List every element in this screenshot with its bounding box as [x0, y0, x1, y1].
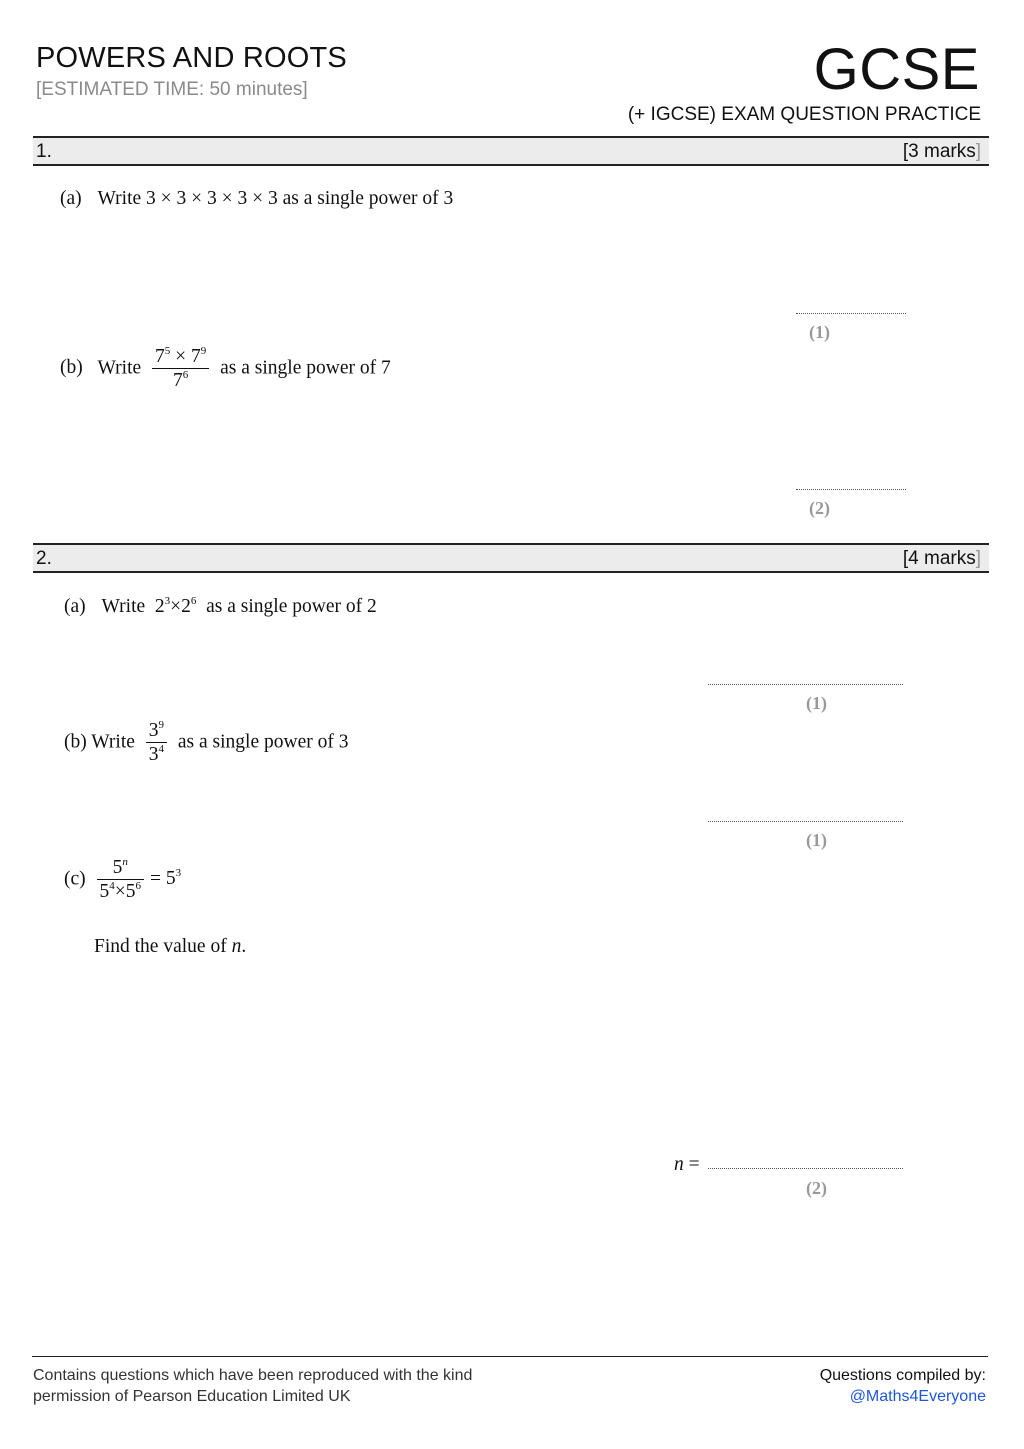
part-instruction-tail: as a single power of 7	[220, 357, 391, 379]
question-1b	[60, 345, 391, 393]
part-instruction: Write	[101, 596, 146, 617]
question-2-header	[33, 543, 989, 573]
part-label: (c)	[64, 868, 86, 890]
part-label: (b)	[64, 731, 87, 753]
footer-copyright: Contains questions which have been reproduced with the kind permission of Pearson Education Limited UK	[33, 1367, 473, 1405]
fraction	[97, 856, 145, 904]
fraction-numerator: $3^9$	[146, 719, 167, 743]
question-2a	[64, 596, 377, 618]
estimated-time: [ESTIMATED TIME: 50 minutes]	[36, 79, 308, 100]
page-title: POWERS AND ROOTS	[36, 42, 347, 74]
part-instruction-tail: as a single power of 2	[206, 596, 377, 617]
variable-n: n	[231, 936, 242, 957]
answer-prefix: n =	[674, 1154, 700, 1175]
part-label: (b)	[60, 357, 83, 379]
mark-allocation: (1)	[809, 322, 830, 342]
author-handle-link[interactable]: @Maths4Everyone	[849, 1388, 986, 1405]
part-instruction: Write	[97, 188, 142, 209]
footer-credits	[820, 1365, 986, 1407]
question-marks	[903, 548, 981, 570]
question-2c	[64, 856, 181, 904]
page-subtitle: (+ IGCSE) EXAM QUESTION PRACTICE	[627, 104, 981, 125]
answer-line[interactable]	[708, 684, 903, 685]
question-1a	[60, 188, 453, 210]
footer-divider	[32, 1356, 988, 1357]
fraction	[146, 719, 167, 767]
fraction-numerator: $7^5 \times 7^9$	[152, 345, 209, 369]
marks-bracket-close: ]	[975, 548, 981, 569]
credits-label: Questions compiled by:	[819, 1367, 986, 1384]
equals-sign: =	[150, 868, 162, 890]
fraction-numerator: 5$^n$	[97, 856, 145, 880]
answer-line[interactable]	[708, 1168, 903, 1169]
fraction-denominator: $3^4$	[148, 743, 165, 766]
question-number: 2.	[36, 548, 52, 569]
part-instruction-tail: as a single power of 3	[282, 188, 454, 209]
marks-bracket-open: [	[902, 141, 909, 162]
math-rhs: $5^3$	[165, 867, 182, 890]
mark-allocation: (1)	[806, 830, 827, 850]
gcse-logo-text: GCSE	[813, 37, 980, 102]
math-expression: 3 × 3 × 3 × 3 × 3	[146, 188, 278, 209]
fraction-denominator: $5^4\times 5^6$	[99, 880, 142, 903]
part-instruction-tail: as a single power of 3	[177, 731, 349, 753]
mark-allocation: (2)	[806, 1178, 827, 1198]
mark-allocation: (1)	[806, 693, 827, 713]
marks-bracket-open: [	[902, 548, 909, 569]
answer-line[interactable]	[796, 313, 906, 314]
question-number: 1.	[36, 141, 52, 162]
question-2b	[64, 719, 348, 767]
math-expression: $2^3\times 2^6$	[154, 595, 197, 617]
marks-text: 4 marks	[908, 548, 976, 569]
part-instruction: Write	[97, 357, 142, 379]
question-2c-instruction: Find the value of n.	[94, 936, 247, 957]
marks-text: 3 marks	[908, 141, 976, 162]
fraction-denominator: $7^6$	[173, 369, 189, 392]
answer-line[interactable]	[708, 821, 903, 822]
question-1-header	[33, 136, 989, 166]
question-marks	[903, 141, 981, 163]
marks-bracket-close: ]	[975, 141, 981, 162]
part-instruction: Write	[91, 731, 135, 753]
part-label: (a)	[60, 188, 82, 209]
mark-allocation: (2)	[809, 498, 830, 518]
answer-line[interactable]	[796, 489, 906, 490]
part-label: (a)	[64, 596, 86, 617]
fraction	[152, 345, 209, 393]
